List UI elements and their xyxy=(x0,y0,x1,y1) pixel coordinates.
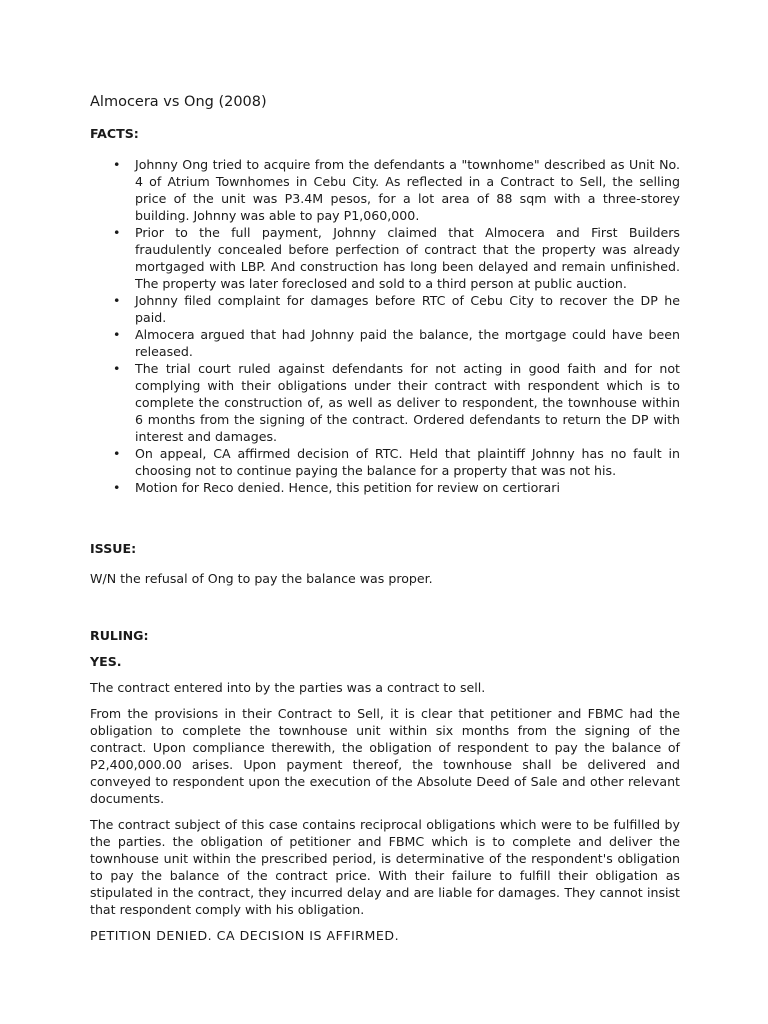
fact-text: Prior to the full payment, Johnny claimed that Almocera and First Builders fraudulently concealed before perfection of contract that the property was already mortgaged with LBP. And construction has long been delayed and remain unfinished. The property was later foreclosed and sold to a third person at public auction. xyxy=(135,225,680,291)
facts-heading: FACTS: xyxy=(90,126,139,141)
bullet-icon: • xyxy=(113,480,121,495)
fact-text: Johnny filed complaint for damages before RTC of Cebu City to recover the DP he paid. xyxy=(135,293,680,325)
fact-item xyxy=(113,292,680,326)
fact-text: Motion for Reco denied. Hence, this petition for review on certiorari xyxy=(135,480,560,495)
fact-text: Johnny Ong tried to acquire from the defendants a "townhome" described as Unit No. 4 of Atrium Townhomes in Cebu City. As reflected in a Contract to Sell, the selling price of the unit was P3.4M pesos, for a lot area of 88 sqm with a three-storey building. Johnny was able to pay P1,060,000. xyxy=(135,157,680,223)
bullet-icon: • xyxy=(113,361,121,376)
fact-text: The trial court ruled against defendants for not acting in good faith and for not complying with their obligations under their contract with respondent which is to complete the construction of, as well as deliver to respondent, the townhouse within 6 months from the signing of the contract. Ordered defendants to return the DP with interest and damages. xyxy=(135,361,680,444)
fact-item xyxy=(113,445,680,479)
bullet-icon: • xyxy=(113,293,121,308)
fact-text: Almocera argued that had Johnny paid the balance, the mortgage could have been released. xyxy=(135,327,680,359)
facts-list xyxy=(90,156,680,496)
bullet-icon: • xyxy=(113,327,121,342)
ruling-paragraph: The contract entered into by the parties was a contract to sell. xyxy=(90,680,486,695)
ruling-paragraph: From the provisions in their Contract to Sell, it is clear that petitioner and FBMC had the obligation to complete the townhouse unit within six months from the signing of the contract. Upon compliance therewith, the obligation of respondent to pay the balance of P2,400,000.00 arises. Upon payment thereof, the townhouse shall be delivered and conveyed to respondent upon the execution of the Absolute Deed of Sale and other relevant documents. xyxy=(90,706,680,806)
bullet-icon: • xyxy=(113,446,121,461)
fact-item xyxy=(113,224,680,292)
conclusion-text: PETITION DENIED. CA DECISION IS AFFIRMED. xyxy=(90,928,400,943)
fact-item xyxy=(113,360,680,445)
bullet-icon: • xyxy=(113,157,121,172)
fact-item xyxy=(113,326,680,360)
ruling-heading: RULING: xyxy=(90,628,149,643)
ruling-paragraph: The contract subject of this case contains reciprocal obligations which were to be fulfilled by the parties. the obligation of petitioner and FBMC which is to complete and deliver the townhouse unit within the prescribed period, is determinative of the respondent's obligation to pay the balance of the contract price. With their failure to fulfill their obligation as stipulated in the contract, they incurred delay and are liable for damages. They cannot insist that respondent comply with his obligation. xyxy=(90,817,680,917)
ruling-answer: YES. xyxy=(90,654,122,669)
bullet-icon: • xyxy=(113,225,121,240)
issue-heading: ISSUE: xyxy=(90,541,137,556)
issue-text: W/N the refusal of Ong to pay the balance was proper. xyxy=(90,571,433,586)
fact-item xyxy=(113,479,680,496)
document-title: Almocera vs Ong (2008) xyxy=(90,94,267,110)
document-page xyxy=(90,92,680,944)
fact-item xyxy=(113,156,680,224)
fact-text: On appeal, CA affirmed decision of RTC. Held that plaintiff Johnny has no fault in choosing not to continue paying the balance for a property that was not his. xyxy=(135,446,680,478)
